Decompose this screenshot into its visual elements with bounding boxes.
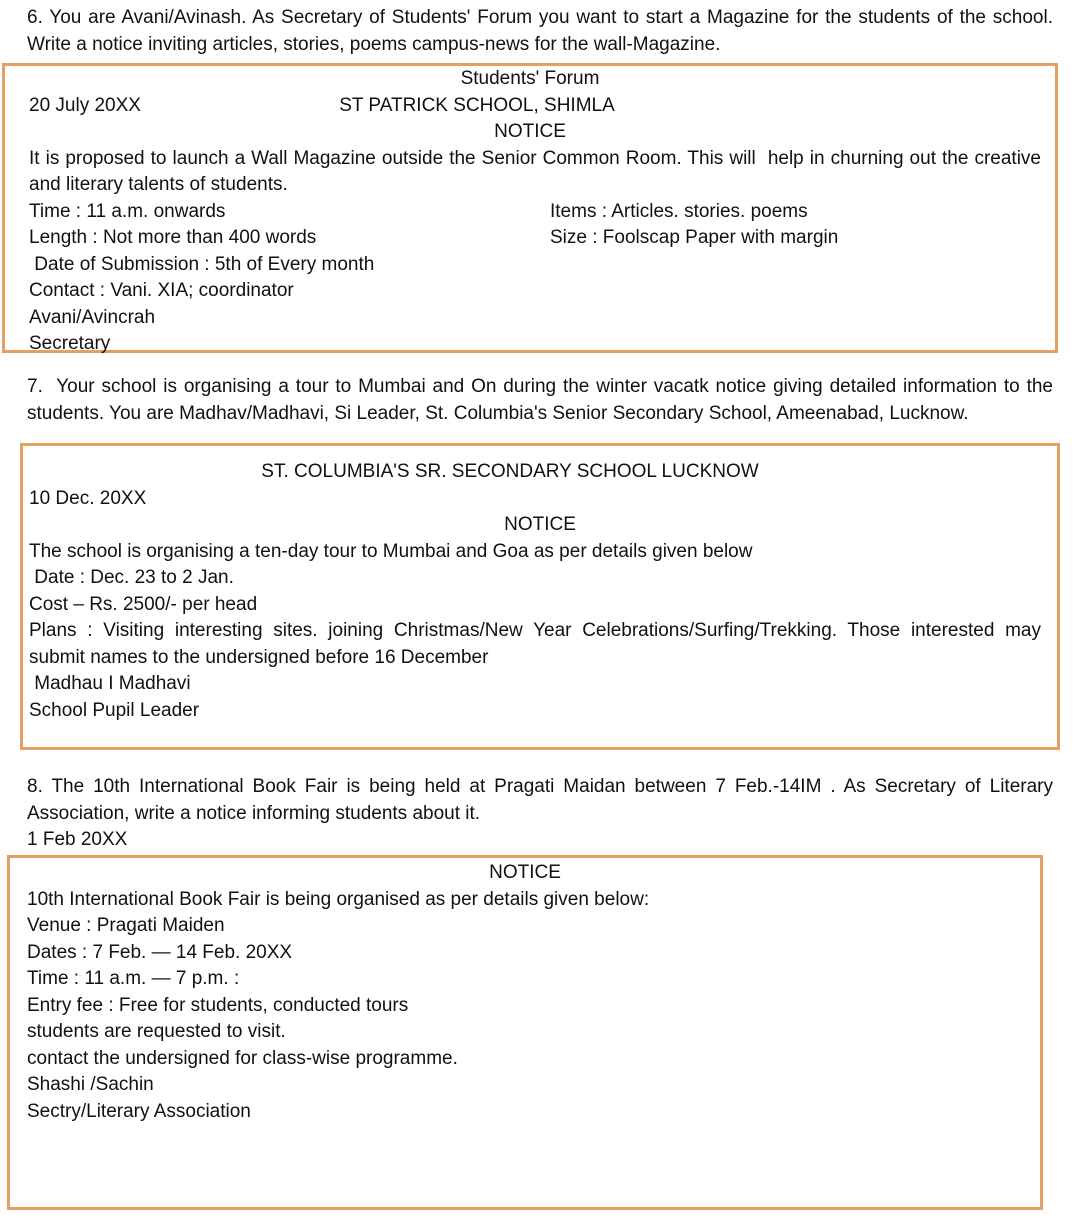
notice-q6-contact: Contact : Vani. XIA; coordinator	[29, 280, 294, 301]
notice-q6-header-row	[5, 93, 1055, 120]
notice-box-students-forum	[2, 63, 1058, 353]
notice-q6-date: 20 July 20XX	[29, 94, 141, 116]
notice-q8-intro: 10th International Book Fair is being organised as per details given below:	[27, 888, 650, 910]
question-8-date: 1 Feb 20XX	[27, 829, 128, 850]
notice-box-columbia-school	[20, 443, 1060, 750]
notice-q6-time: Time : 11 a.m. onwards	[29, 200, 226, 222]
notice-q8-signature: Shashi /Sachin	[27, 1074, 154, 1095]
notice-q8-content	[10, 858, 1040, 1125]
notice-q7-body: The school is organising a ten-day tour to Mumbai and Goa as per details given below	[29, 540, 753, 562]
question-6-prompt-block	[27, 5, 1059, 58]
notice-q7-school: ST. COLUMBIA'S SR. SECONDARY SCHOOL LUCKNOW	[261, 461, 759, 482]
question-8-prompt: 8. The 10th International Book Fair is being held at Pragati Maidan between 7 Feb.-14IM . As Secretary of Literary Association, write a notice informing students about it.	[27, 776, 1058, 824]
notice-box-book-fair	[7, 855, 1043, 1210]
notice-q8-request-visit: students are requested to visit.	[27, 1021, 286, 1042]
notice-q8-dates: Dates : 7 Feb. — 14 Feb. 20XX	[27, 941, 293, 963]
notice-q6-school: ST PATRICK SCHOOL, SHIMLA	[339, 94, 615, 116]
question-7-prompt: 7. Your school is organising a tour to Mumbai and On during the winter vacatk notice giving detailed information to the students. You are Madhav/Madhavi, Si Leader, St. Columbia's Senior Secondary School, Ameenabad, Lucknow.	[27, 376, 1059, 424]
notice-q8-designation: Sectry/Literary Association	[27, 1100, 251, 1122]
notice-q7-designation: School Pupil Leader	[29, 699, 200, 721]
question-7-prompt-block	[27, 374, 1059, 427]
notice-q7-heading: NOTICE	[504, 514, 576, 535]
notice-q8-time: Time : 11 a.m. — 7 p.m. :	[27, 968, 240, 989]
notice-q7-content	[23, 446, 1057, 724]
notice-q6-heading: NOTICE	[494, 121, 566, 142]
notice-q6-org: Students' Forum	[460, 68, 600, 89]
notice-q6-body: It is proposed to launch a Wall Magazine outside the Senior Common Room. This will help in churning out the creative and literary talents of students.	[29, 147, 1047, 195]
notice-q7-tour-date: Date : Dec. 23 to 2 Jan.	[29, 567, 234, 588]
notice-q6-length: Length : Not more than 400 words	[29, 227, 317, 248]
notice-q6-signature: Avani/Avincrah	[29, 306, 156, 328]
notice-q6-size: Size : Foolscap Paper with margin	[550, 227, 839, 248]
notice-q7-cost: Cost – Rs. 2500/- per head	[29, 593, 258, 615]
notice-q7-signature: Madhau I Madhavi	[29, 673, 191, 694]
question-8-prompt-block	[27, 774, 1058, 854]
notice-q8-venue: Venue : Pragati Maiden	[27, 915, 225, 936]
notice-q8-entry-fee: Entry fee : Free for students, conducted tours	[27, 994, 409, 1016]
notice-q7-plans: Plans : Visiting interesting sites. joining Christmas/New Year Celebrations/Surfing/Trekking. Those interested may submit names to the undersigned before 16 December	[29, 620, 1047, 668]
notice-q6-submission: Date of Submission : 5th of Every month	[29, 253, 375, 275]
notice-q8-heading: NOTICE	[489, 862, 561, 883]
notice-q6-content	[5, 66, 1055, 358]
notice-q6-details-row-2	[5, 225, 1055, 252]
notice-q6-designation: Secretary	[29, 333, 111, 354]
question-6-prompt: 6. You are Avani/Avinash. As Secretary of Students' Forum you want to start a Magazine for the students of the school. Write a notice inviting articles, stories, poems campus-news for the wall-Magazine.	[27, 7, 1059, 55]
notice-q8-request-contact: contact the undersigned for class-wise programme.	[27, 1047, 458, 1069]
notice-q6-items: Items : Articles. stories. poems	[550, 200, 808, 222]
notice-q7-date: 10 Dec. 20XX	[29, 487, 147, 509]
notice-q6-details-row-1	[5, 199, 1055, 226]
